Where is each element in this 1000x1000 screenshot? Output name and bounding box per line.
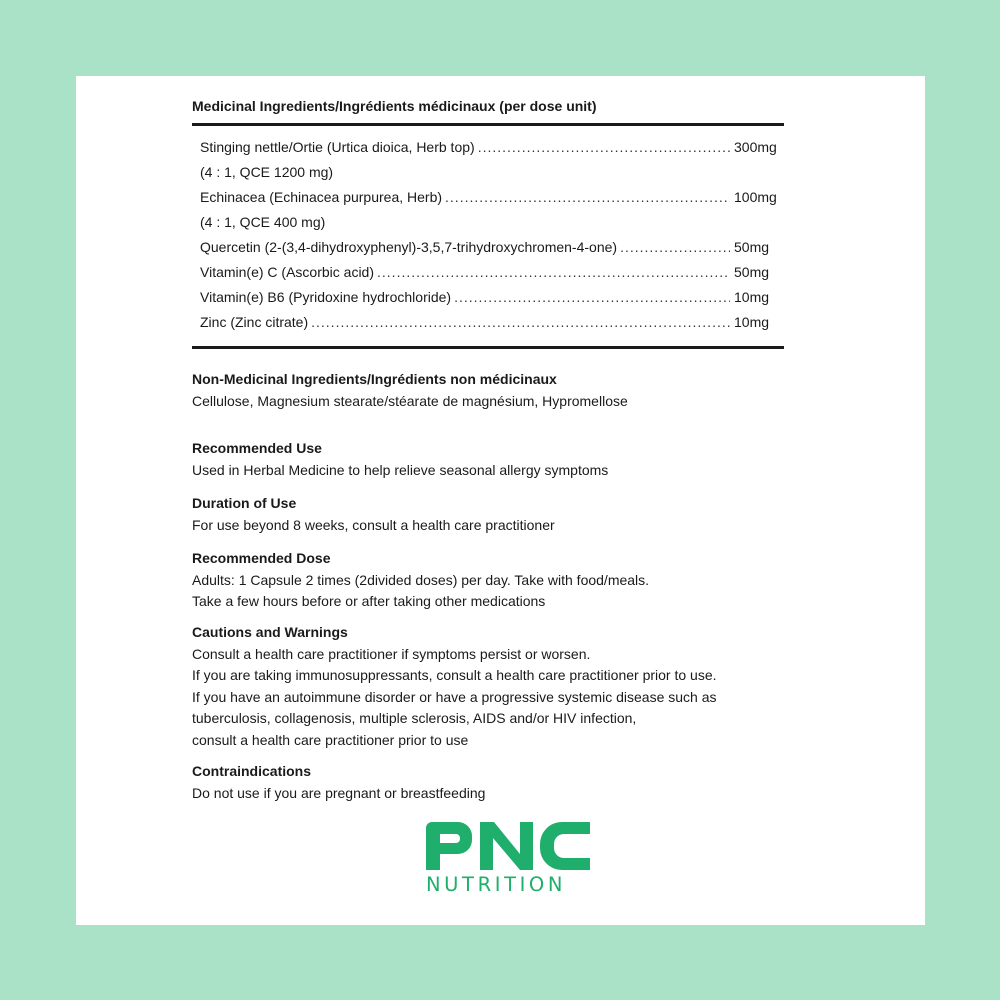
contraindications-section (192, 761, 832, 804)
recommended-use-title: Recommended Use (192, 440, 322, 456)
medicinal-ingredients-list (200, 135, 784, 335)
ingredient-row (200, 235, 784, 260)
ingredient-amount: 300mg (734, 139, 777, 155)
non-medicinal-title: Non-Medicinal Ingredients/Ingrédients non médicinaux (192, 371, 557, 387)
ingredient-amount: 100mg (734, 189, 777, 205)
non-medicinal-text: Cellulose, Magnesium stearate/stéarate de magnésium, Hypromellose (192, 392, 628, 409)
ingredient-amount: 10mg (734, 289, 770, 305)
ingredient-potency: (4 : 1, QCE 1200 mg) (200, 164, 334, 180)
medicinal-ingredients-title: Medicinal Ingredients/Ingrédients médicinaux (per dose unit) (192, 98, 597, 114)
cautions-line: consult a health care practitioner prior to use (192, 731, 469, 748)
recommended-use-section (192, 438, 832, 481)
cautions-line: tuberculosis, collagenosis, multiple sclerosis, AIDS and/or HIV infection, (192, 710, 637, 726)
cautions-line: If you are taking immunosuppressants, consult a health care practitioner prior to use. (192, 667, 717, 683)
leader-dots (620, 235, 730, 260)
duration-text: For use beyond 8 weeks, consult a health care practitioner (192, 516, 555, 533)
dose-line: Adults: 1 Capsule 2 times (2divided doses) per day. Take with food/meals. (192, 571, 650, 588)
ingredient-amount: 50mg (734, 239, 770, 255)
ingredient-name: Quercetin (2-(3,4-dihydroxyphenyl)-3,5,7-trihydroxychromen-4-one) (200, 239, 618, 255)
contraindications-text: Do not use if you are pregnant or breastfeeding (192, 784, 486, 801)
pnc-logo-mark (424, 818, 594, 873)
duration-title: Duration of Use (192, 495, 297, 511)
dose-section (192, 548, 832, 613)
leader-dots (478, 135, 730, 160)
dose-title: Recommended Dose (192, 550, 331, 566)
duration-section (192, 493, 832, 536)
ingredient-amount: 50mg (734, 264, 770, 280)
pnc-nutrition-logo (424, 818, 594, 908)
cautions-section (192, 622, 832, 751)
leader-dots (311, 310, 730, 335)
non-medicinal-section (192, 369, 832, 412)
label-card (76, 76, 925, 925)
ingredient-name: Stinging nettle/Ortie (Urtica dioica, Herb top) (200, 139, 475, 155)
ingredient-row (200, 310, 784, 335)
ingredient-potency: (4 : 1, QCE 400 mg) (200, 214, 326, 230)
ingredient-amount: 10mg (734, 314, 770, 330)
cautions-line: Consult a health care practitioner if symptoms persist or worsen. (192, 645, 591, 662)
dose-line: Take a few hours before or after taking other medications (192, 593, 546, 609)
table-bottom-rule (192, 346, 784, 349)
logo-wordmark: NUTRITION (426, 873, 567, 896)
ingredient-name: Vitamin(e) B6 (Pyridoxine hydrochloride) (200, 289, 452, 305)
table-top-rule (192, 123, 784, 126)
ingredient-row (200, 185, 784, 210)
ingredient-row (200, 135, 784, 160)
cautions-line: If you have an autoimmune disorder or have a progressive systemic disease such as (192, 688, 717, 705)
ingredient-name: Echinacea (Echinacea purpurea, Herb) (200, 189, 443, 205)
recommended-use-text: Used in Herbal Medicine to help relieve seasonal allergy symptoms (192, 461, 609, 478)
leader-dots (377, 260, 730, 285)
ingredient-row (200, 285, 784, 310)
ingredient-name: Vitamin(e) C (Ascorbic acid) (200, 264, 375, 280)
ingredient-name: Zinc (Zinc citrate) (200, 314, 309, 330)
leader-dots (454, 285, 730, 310)
contraindications-title: Contraindications (192, 763, 312, 779)
cautions-title: Cautions and Warnings (192, 624, 348, 640)
ingredient-row (200, 260, 784, 285)
leader-dots (445, 185, 730, 210)
